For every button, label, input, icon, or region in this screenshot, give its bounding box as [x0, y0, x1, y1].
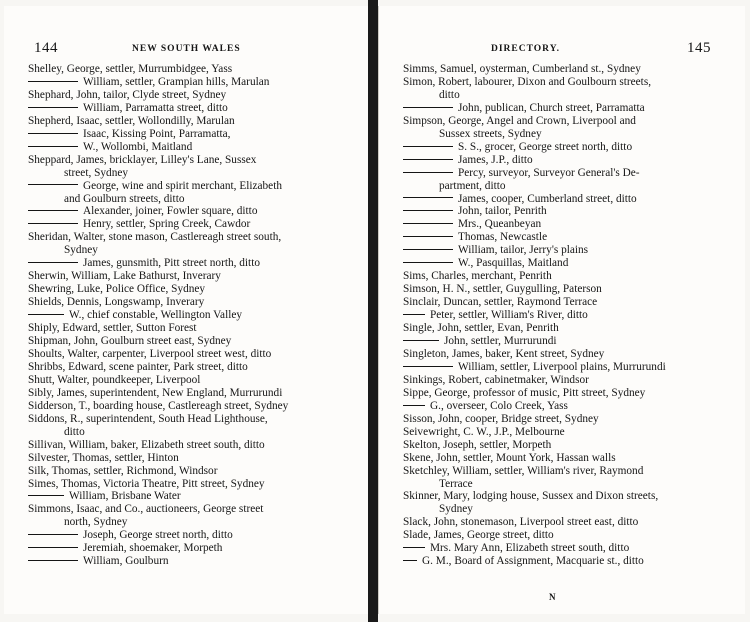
ditto-dash — [403, 366, 453, 367]
directory-entry — [403, 218, 735, 231]
directory-entry — [403, 102, 735, 115]
directory-entry — [28, 154, 346, 167]
directory-entry — [28, 244, 346, 257]
directory-entry — [28, 361, 346, 374]
entry-text: Thomas, Newcastle — [458, 231, 548, 244]
directory-entry — [403, 478, 735, 491]
directory-entry — [28, 465, 346, 478]
entry-text: W., Pasquillas, Maitland — [458, 257, 569, 270]
ditto-dash — [403, 223, 453, 224]
directory-entry — [28, 478, 346, 491]
directory-entry — [28, 387, 346, 400]
entry-text: and Goulburn streets, ditto — [64, 192, 185, 205]
directory-entry — [403, 503, 735, 516]
entry-text: G. M., Board of Assignment, Macquarie st., ditto — [422, 555, 644, 568]
entry-text: George, wine and spirit merchant, Elizabeth — [83, 179, 282, 192]
directory-entry — [403, 348, 735, 361]
entry-text: Shipman, John, Goulburn street east, Sydney — [28, 335, 232, 348]
entry-text: Slack, John, stonemason, Liverpool street east, ditto — [403, 516, 639, 529]
ditto-dash — [403, 172, 453, 173]
directory-entry — [403, 76, 735, 89]
directory-entry — [28, 89, 346, 102]
entry-text: Shephard, John, tailor, Clyde street, Sydney — [28, 88, 227, 101]
ditto-dash — [28, 81, 78, 82]
entry-text: John, publican, Church street, Parramatta — [458, 101, 645, 114]
entry-text: Silvester, Thomas, settler, Hinton — [28, 451, 179, 464]
directory-entry — [28, 516, 346, 529]
entry-text: Shelley, George, settler, Murrumbidgee, Yass — [28, 63, 233, 75]
directory-entry — [28, 374, 346, 387]
directory-entry — [403, 180, 735, 193]
left-running-head: NEW SOUTH WALES — [132, 44, 241, 54]
directory-entry — [28, 348, 346, 361]
directory-entry — [28, 193, 346, 206]
entry-text: Percy, surveyor, Surveyor General's De- — [458, 166, 640, 179]
directory-entry — [403, 283, 735, 296]
directory-entry — [403, 89, 735, 102]
directory-entry — [403, 516, 735, 529]
entry-text: Simms, Samuel, oysterman, Cumberland st., Sydney — [403, 63, 641, 75]
ditto-dash — [403, 210, 453, 211]
directory-entry — [403, 231, 735, 244]
directory-entry — [403, 452, 735, 465]
left-page-number: 144 — [34, 40, 58, 56]
directory-entry — [403, 115, 735, 128]
directory-entry — [403, 374, 735, 387]
entry-text: Terrace — [439, 477, 473, 490]
entry-text: Shields, Dennis, Longswamp, Inverary — [28, 296, 205, 309]
entry-text: Joseph, George street north, ditto — [83, 529, 233, 542]
entry-text: Sinclair, Duncan, settler, Raymond Terrace — [403, 296, 598, 309]
directory-entry — [403, 555, 735, 568]
entry-text: Sims, Charles, merchant, Penrith — [403, 270, 552, 283]
directory-entry — [28, 309, 346, 322]
entry-text: Jeremiah, shoemaker, Morpeth — [83, 542, 223, 555]
entry-text: Shutt, Walter, poundkeeper, Liverpool — [28, 373, 201, 386]
entry-text: Sheridan, Walter, stone mason, Castlereagh street south, — [28, 231, 282, 244]
directory-entry — [403, 439, 735, 452]
directory-entry — [28, 115, 346, 128]
entry-text: Shoults, Walter, carpenter, Liverpool street west, ditto — [28, 347, 272, 360]
directory-entry — [28, 167, 346, 180]
directory-entry — [28, 322, 346, 335]
entry-text: William, Goulburn — [83, 555, 169, 568]
ditto-dash — [403, 340, 439, 341]
entry-text: Sibly, James, superintendent, New England, Murrurundi — [28, 386, 283, 399]
directory-entry — [28, 141, 346, 154]
directory-entry — [28, 218, 346, 231]
entry-text: Isaac, Kissing Point, Parramatta, — [83, 127, 231, 140]
directory-entry — [28, 503, 346, 516]
directory-entry — [403, 400, 735, 413]
entry-text: Simson, H. N., settler, Guygulling, Paterson — [403, 283, 602, 296]
entry-text: G., overseer, Colo Creek, Yass — [430, 399, 568, 412]
entry-text: north, Sydney — [64, 516, 128, 529]
entry-text: Shiply, Edward, settler, Sutton Forest — [28, 322, 197, 335]
entry-text: James, cooper, Cumberland street, ditto — [458, 192, 637, 205]
right-running-head: DIRECTORY. — [491, 44, 561, 54]
directory-entry — [403, 529, 735, 542]
entry-text: partment, ditto — [439, 179, 506, 192]
ditto-dash — [28, 184, 78, 185]
directory-entry — [28, 439, 346, 452]
entry-text: William, settler, Grampian hills, Marulan — [83, 75, 270, 88]
ditto-dash — [28, 223, 78, 224]
directory-entry — [403, 167, 735, 180]
directory-entry — [403, 387, 735, 400]
right-page — [378, 6, 745, 614]
ditto-dash — [403, 249, 453, 250]
directory-entry — [28, 529, 346, 542]
entry-text: Simmons, Isaac, and Co., auctioneers, George street — [28, 503, 264, 516]
right-page-header — [379, 42, 745, 58]
ditto-dash — [403, 262, 453, 263]
ditto-dash — [28, 560, 78, 561]
directory-entry — [403, 270, 735, 283]
directory-entry — [28, 257, 346, 270]
directory-entry — [28, 283, 346, 296]
directory-entry — [403, 335, 735, 348]
entry-text: W., chief constable, Wellington Valley — [69, 309, 243, 322]
ditto-dash — [28, 262, 78, 263]
directory-entry — [28, 413, 346, 426]
entry-text: John, tailor, Penrith — [458, 205, 547, 218]
entry-text: Siddons, R., superintendent, South Head Lighthouse, — [28, 412, 268, 425]
directory-entry — [403, 244, 735, 257]
right-page-number: 145 — [687, 40, 711, 56]
entry-text: Peter, settler, William's River, ditto — [430, 309, 588, 322]
right-directory-entries — [403, 63, 735, 568]
entry-text: Mrs., Queanbeyan — [458, 218, 542, 231]
directory-entry — [403, 309, 735, 322]
ditto-dash — [28, 534, 78, 535]
entry-text: Single, John, settler, Evan, Penrith — [403, 322, 559, 335]
ditto-dash — [403, 146, 453, 147]
entry-text: Sketchley, William, settler, William's river, Raymond — [403, 464, 644, 477]
entry-text: Sillivan, William, baker, Elizabeth street south, ditto — [28, 438, 265, 451]
directory-entry — [28, 231, 346, 244]
directory-entry — [403, 63, 735, 76]
entry-text: Silk, Thomas, settler, Richmond, Windsor — [28, 464, 218, 477]
entry-text: Shewring, Luke, Police Office, Sydney — [28, 283, 206, 296]
ditto-dash — [28, 146, 78, 147]
ditto-dash — [403, 159, 453, 160]
directory-entry — [403, 128, 735, 141]
entry-text: Skene, John, settler, Mount York, Hassan walls — [403, 451, 616, 464]
ditto-dash — [403, 547, 425, 548]
directory-entry — [28, 76, 346, 89]
entry-text: William, settler, Liverpool plains, Murrurundi — [458, 360, 666, 373]
entry-text: Singleton, James, baker, Kent street, Sydney — [403, 347, 605, 360]
directory-entry — [28, 180, 346, 193]
entry-text: Sippe, George, professor of music, Pitt street, Sydney — [403, 386, 646, 399]
ditto-dash — [403, 405, 425, 406]
directory-entry — [403, 465, 735, 478]
entry-text: Sydney — [439, 503, 473, 516]
entry-text: Slade, James, George street, ditto — [403, 529, 554, 542]
directory-entry — [403, 322, 735, 335]
ditto-dash — [403, 236, 453, 237]
entry-text: William, Brisbane Water — [69, 490, 181, 503]
ditto-dash — [403, 107, 453, 108]
left-page-header — [4, 42, 368, 58]
entry-text: Seivewright, C. W., J.P., Melbourne — [403, 425, 565, 438]
directory-entry — [28, 296, 346, 309]
directory-entry — [403, 141, 735, 154]
entry-text: James, gunsmith, Pitt street north, ditto — [83, 257, 260, 270]
directory-entry — [403, 205, 735, 218]
entry-text: W., Wollombi, Maitland — [83, 140, 193, 153]
directory-entry — [403, 154, 735, 167]
directory-entry — [403, 361, 735, 374]
book-gutter — [368, 0, 378, 622]
directory-entry — [403, 490, 735, 503]
directory-entry — [403, 193, 735, 206]
entry-text: Simon, Robert, labourer, Dixon and Goulbourn streets, — [403, 75, 652, 88]
directory-entry — [28, 63, 346, 76]
directory-entry — [28, 205, 346, 218]
entry-text: Simes, Thomas, Victoria Theatre, Pitt street, Sydney — [28, 477, 265, 490]
entry-text: Sinkings, Robert, cabinetmaker, Windsor — [403, 373, 589, 386]
entry-text: ditto — [439, 88, 460, 101]
directory-entry — [28, 270, 346, 283]
ditto-dash — [28, 495, 64, 496]
entry-text: Mrs. Mary Ann, Elizabeth street south, ditto — [430, 542, 630, 555]
entry-text: Simpson, George, Angel and Crown, Liverpool and — [403, 114, 636, 127]
directory-entry — [403, 542, 735, 555]
entry-text: Alexander, joiner, Fowler square, ditto — [83, 205, 258, 218]
directory-entry — [403, 296, 735, 309]
directory-entry — [28, 542, 346, 555]
directory-entry — [28, 426, 346, 439]
directory-entry — [403, 257, 735, 270]
directory-entry — [28, 452, 346, 465]
entry-text: Sherwin, William, Lake Bathurst, Inverary — [28, 270, 221, 283]
ditto-dash — [28, 314, 64, 315]
entry-text: John, settler, Murrurundi — [444, 335, 557, 348]
entry-text: James, J.P., ditto — [458, 153, 533, 166]
entry-text: Skinner, Mary, lodging house, Sussex and Dixon streets, — [403, 490, 659, 503]
ditto-dash — [28, 133, 78, 134]
entry-text: Sydney — [64, 244, 98, 257]
entry-text: ditto — [64, 425, 85, 438]
entry-text: Sidderson, T., boarding house, Castlereagh street, Sydney — [28, 399, 289, 412]
entry-text: Sheppard, James, bricklayer, Lilley's Lane, Sussex — [28, 153, 257, 166]
directory-entry — [28, 555, 346, 568]
directory-entry — [28, 490, 346, 503]
entry-text: Skelton, Joseph, settler, Morpeth — [403, 438, 552, 451]
directory-entry — [28, 335, 346, 348]
entry-text: Shepherd, Isaac, settler, Wollondilly, Marulan — [28, 114, 235, 127]
signature-mark: N — [549, 592, 556, 602]
ditto-dash — [403, 197, 453, 198]
left-directory-entries — [28, 63, 346, 568]
entry-text: Shribbs, Edward, scene painter, Park street, ditto — [28, 360, 248, 373]
left-page — [4, 6, 369, 614]
entry-text: street, Sydney — [64, 166, 129, 179]
directory-entry — [28, 102, 346, 115]
directory-entry — [28, 128, 346, 141]
directory-entry — [403, 426, 735, 439]
ditto-dash — [403, 314, 425, 315]
ditto-dash — [403, 560, 417, 561]
entry-text: Sussex streets, Sydney — [439, 127, 542, 140]
entry-text: William, Parramatta street, ditto — [83, 101, 228, 114]
directory-entry — [403, 413, 735, 426]
ditto-dash — [28, 107, 78, 108]
entry-text: Henry, settler, Spring Creek, Cawdor — [83, 218, 251, 231]
entry-text: S. S., grocer, George street north, ditto — [458, 140, 633, 153]
ditto-dash — [28, 210, 78, 211]
directory-entry — [28, 400, 346, 413]
ditto-dash — [28, 547, 78, 548]
entry-text: Sisson, John, cooper, Bridge street, Sydney — [403, 412, 599, 425]
entry-text: William, tailor, Jerry's plains — [458, 244, 589, 257]
